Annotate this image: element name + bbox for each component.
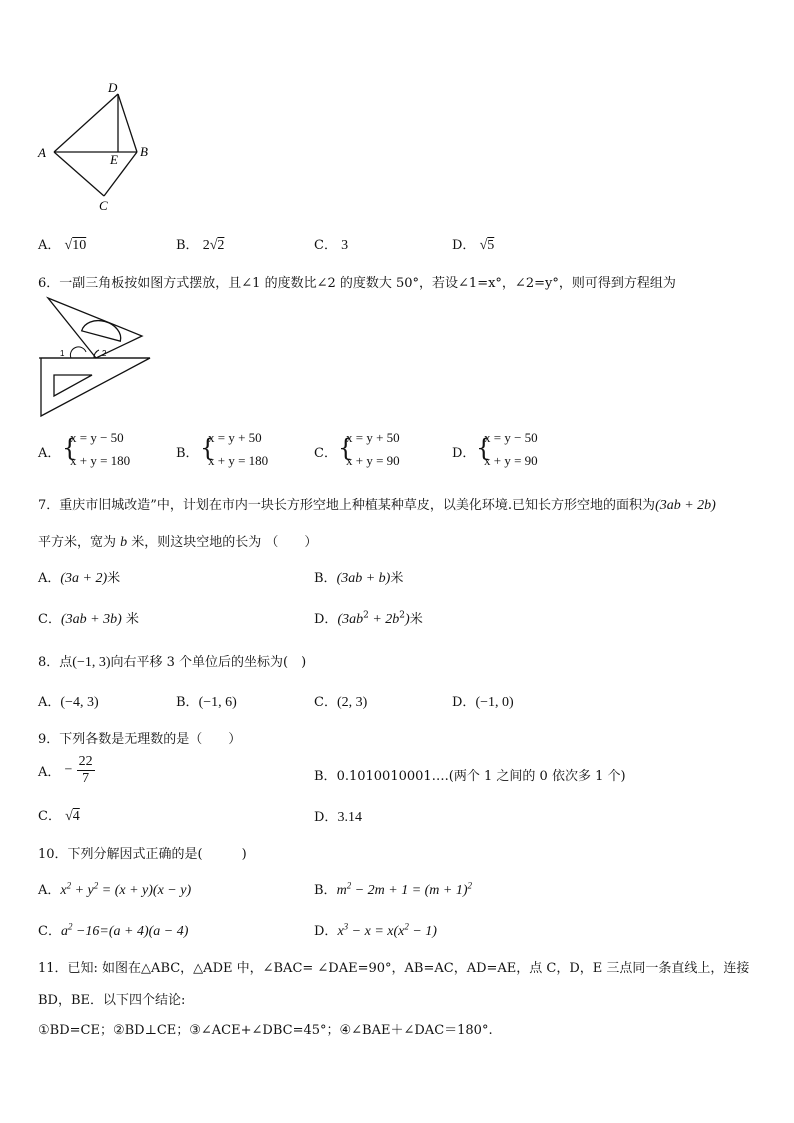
q9-option-c	[38, 805, 80, 825]
denominator: 7	[82, 771, 90, 786]
q7-area-expr: (3ab + 2b)	[655, 498, 716, 513]
equation-line: x = y + 50	[208, 430, 262, 445]
q11-stem-line2: BD，BE．以下四个结论:	[38, 993, 186, 1008]
option-value: (−1, 0)	[475, 695, 514, 710]
q9-option-b	[314, 765, 626, 784]
label-a: A	[38, 145, 46, 160]
option-expr: (3a + 2)	[60, 571, 108, 586]
brace-icon: {	[62, 434, 78, 462]
option-letter: C．	[314, 695, 337, 710]
q6-option-c-letter: C．	[314, 446, 337, 461]
option-letter: B．	[314, 883, 337, 898]
angle-label-1: 1	[60, 349, 65, 358]
option-unit: 米	[121, 612, 139, 627]
equation-line: x = y − 50	[484, 430, 538, 445]
equation-line: x + y = 90	[346, 453, 400, 468]
label-c: C	[99, 198, 108, 213]
q8-option-a	[38, 691, 99, 711]
option-expr: )	[405, 612, 410, 627]
set-squares-diagram	[36, 296, 151, 421]
q5-b-coef: 2	[202, 238, 210, 253]
set-squares-figure	[36, 296, 151, 421]
q8-stem	[38, 651, 306, 671]
brace-icon: {	[338, 434, 354, 462]
option-letter: A．	[38, 571, 61, 586]
q8-option-d	[452, 691, 514, 711]
angle-label-2: 2	[102, 349, 107, 358]
option-letter: B．	[176, 238, 199, 253]
q7-stem-line2	[38, 531, 317, 551]
option-letter: D．	[314, 810, 338, 825]
q7-text: 7．重庆市旧城改造”中，计划在市内一块长方形空地上种植某种草皮，以美化环境.已知长方形空地的面积为	[38, 498, 656, 513]
option-letter: D．	[452, 238, 476, 253]
option-value: (2, 3)	[336, 695, 368, 710]
option-unit: 米	[409, 612, 423, 627]
option-letter: C．	[38, 924, 61, 939]
sqrt-icon: √	[479, 238, 488, 253]
q7-text: 米，则这块空地的长为 （ ）	[131, 535, 318, 550]
label-e: E	[110, 152, 118, 167]
exponent: 2	[399, 610, 406, 621]
q5-a-value: 10	[72, 238, 87, 253]
numerator: 22	[78, 754, 93, 769]
q10-option-d	[314, 920, 437, 940]
option-letter: B．	[176, 695, 199, 710]
option-expr: $x^2 + y^2 = (x + y)(x - y)$	[60, 880, 192, 898]
option-letter: D．	[452, 695, 476, 710]
q8-option-b	[176, 691, 237, 711]
q5-d-value: 5	[487, 238, 495, 253]
q6-option-a-letter: A．	[38, 446, 61, 461]
option-expr: $x^3 - x = x(x^2 - 1)$	[337, 921, 437, 939]
option-expr: (3ab	[337, 612, 364, 627]
q5-c-value: 3	[341, 238, 349, 253]
q5-option-d	[452, 234, 494, 254]
option-unit: 米	[107, 571, 121, 586]
label-d: D	[108, 80, 118, 95]
q6-option-d-letter: D．	[452, 446, 476, 461]
option-letter: A．	[38, 238, 61, 253]
q10-option-a	[38, 879, 191, 899]
option-letter: D．	[314, 924, 338, 939]
q7-stem-line1	[38, 494, 716, 514]
q7-option-b	[314, 567, 403, 587]
q7-option-a	[38, 567, 120, 587]
q6-stem: 6．一副三角板按如图方式摆放，且∠1 的度数比∠2 的度数大 50°，若设∠1=x°，∠2=y°，则可得到方程组为	[38, 276, 676, 291]
q6-option-b-letter: B．	[176, 446, 199, 461]
option-letter: A．	[38, 765, 61, 780]
q7-width-var: b	[120, 535, 128, 550]
option-letter: A．	[38, 695, 61, 710]
exponent: 2	[363, 610, 369, 621]
q5-option-a	[38, 234, 86, 254]
q11-conclusions: ①BD=CE；②BD⊥CE；③∠ACE+∠DBC=45°；④∠BAE＋∠DAC＝180°.	[38, 1023, 493, 1038]
option-letter: C．	[38, 612, 61, 627]
label-b: B	[140, 144, 148, 159]
sqrt-icon: √	[65, 809, 73, 824]
q8-text: 向右平移 3 个单位后的坐标为( )	[110, 655, 307, 670]
option-expr: (3ab + b)	[336, 571, 391, 586]
q11-stem-line1: 11．已知: 如图在△ABC，△ADE 中，∠BAC= ∠DAE=90°，AB=AC，AD=AE，点 C，D，E 三点同一条直线上，连接	[38, 961, 750, 976]
option-unit: 米	[390, 571, 404, 586]
option-letter: C．	[38, 809, 61, 824]
quadrilateral-diagram	[30, 78, 160, 218]
q9-stem: 9．下列各数是无理数的是（ ）	[38, 732, 242, 747]
equation-line: x + y = 90	[484, 453, 538, 468]
option-expr: + 2b	[368, 612, 400, 627]
q7-option-c	[38, 608, 139, 628]
q10-stem: 10．下列分解因式正确的是( )	[38, 847, 247, 862]
q8-text: 8．点	[38, 655, 73, 670]
q8-option-c	[314, 691, 367, 711]
q5-b-value: 2	[217, 238, 225, 253]
q7-text: 平方米，宽为	[38, 535, 117, 550]
option-expr: $a^2 -16=(a + 4)(a - 4)$	[60, 921, 189, 939]
minus-sign: −	[64, 762, 73, 778]
option-value: (−1, 6)	[198, 695, 237, 710]
brace-icon: {	[200, 434, 216, 462]
geometry-figure-adbc	[30, 78, 160, 218]
equation-line: x + y = 180	[70, 453, 131, 468]
fraction	[77, 754, 95, 787]
option-letter: D．	[314, 612, 338, 627]
q9-option-d	[314, 806, 362, 826]
q7-option-d	[314, 608, 423, 628]
q8-point: (−1, 3)	[72, 655, 111, 670]
option-expr: $m^2 - 2m + 1 = (m + 1)^2$	[336, 880, 473, 898]
sqrt-icon: √	[64, 238, 73, 253]
option-expr: (3ab + 3b)	[60, 612, 122, 627]
q10-option-c	[38, 920, 188, 940]
brace-icon: {	[476, 434, 492, 462]
equation-line: x = y + 50	[346, 430, 400, 445]
option-letter: C．	[314, 238, 337, 253]
option-value: 0.1010010001….(两个 1 之间的 0 依次多 1 个)	[336, 769, 626, 784]
q5-option-c	[314, 234, 348, 254]
q5-option-b	[176, 234, 224, 254]
option-letter: B．	[314, 571, 337, 586]
option-letter: B．	[314, 769, 337, 784]
q10-option-b	[314, 879, 472, 899]
option-value: 4	[72, 809, 80, 824]
q9-option-a	[38, 754, 95, 787]
option-value: (−4, 3)	[60, 695, 99, 710]
option-value: 3.14	[337, 810, 362, 825]
equation-line: x + y = 180	[208, 453, 269, 468]
sqrt-icon: √	[209, 238, 218, 253]
option-letter: A．	[38, 883, 61, 898]
equation-line: x = y − 50	[70, 430, 124, 445]
